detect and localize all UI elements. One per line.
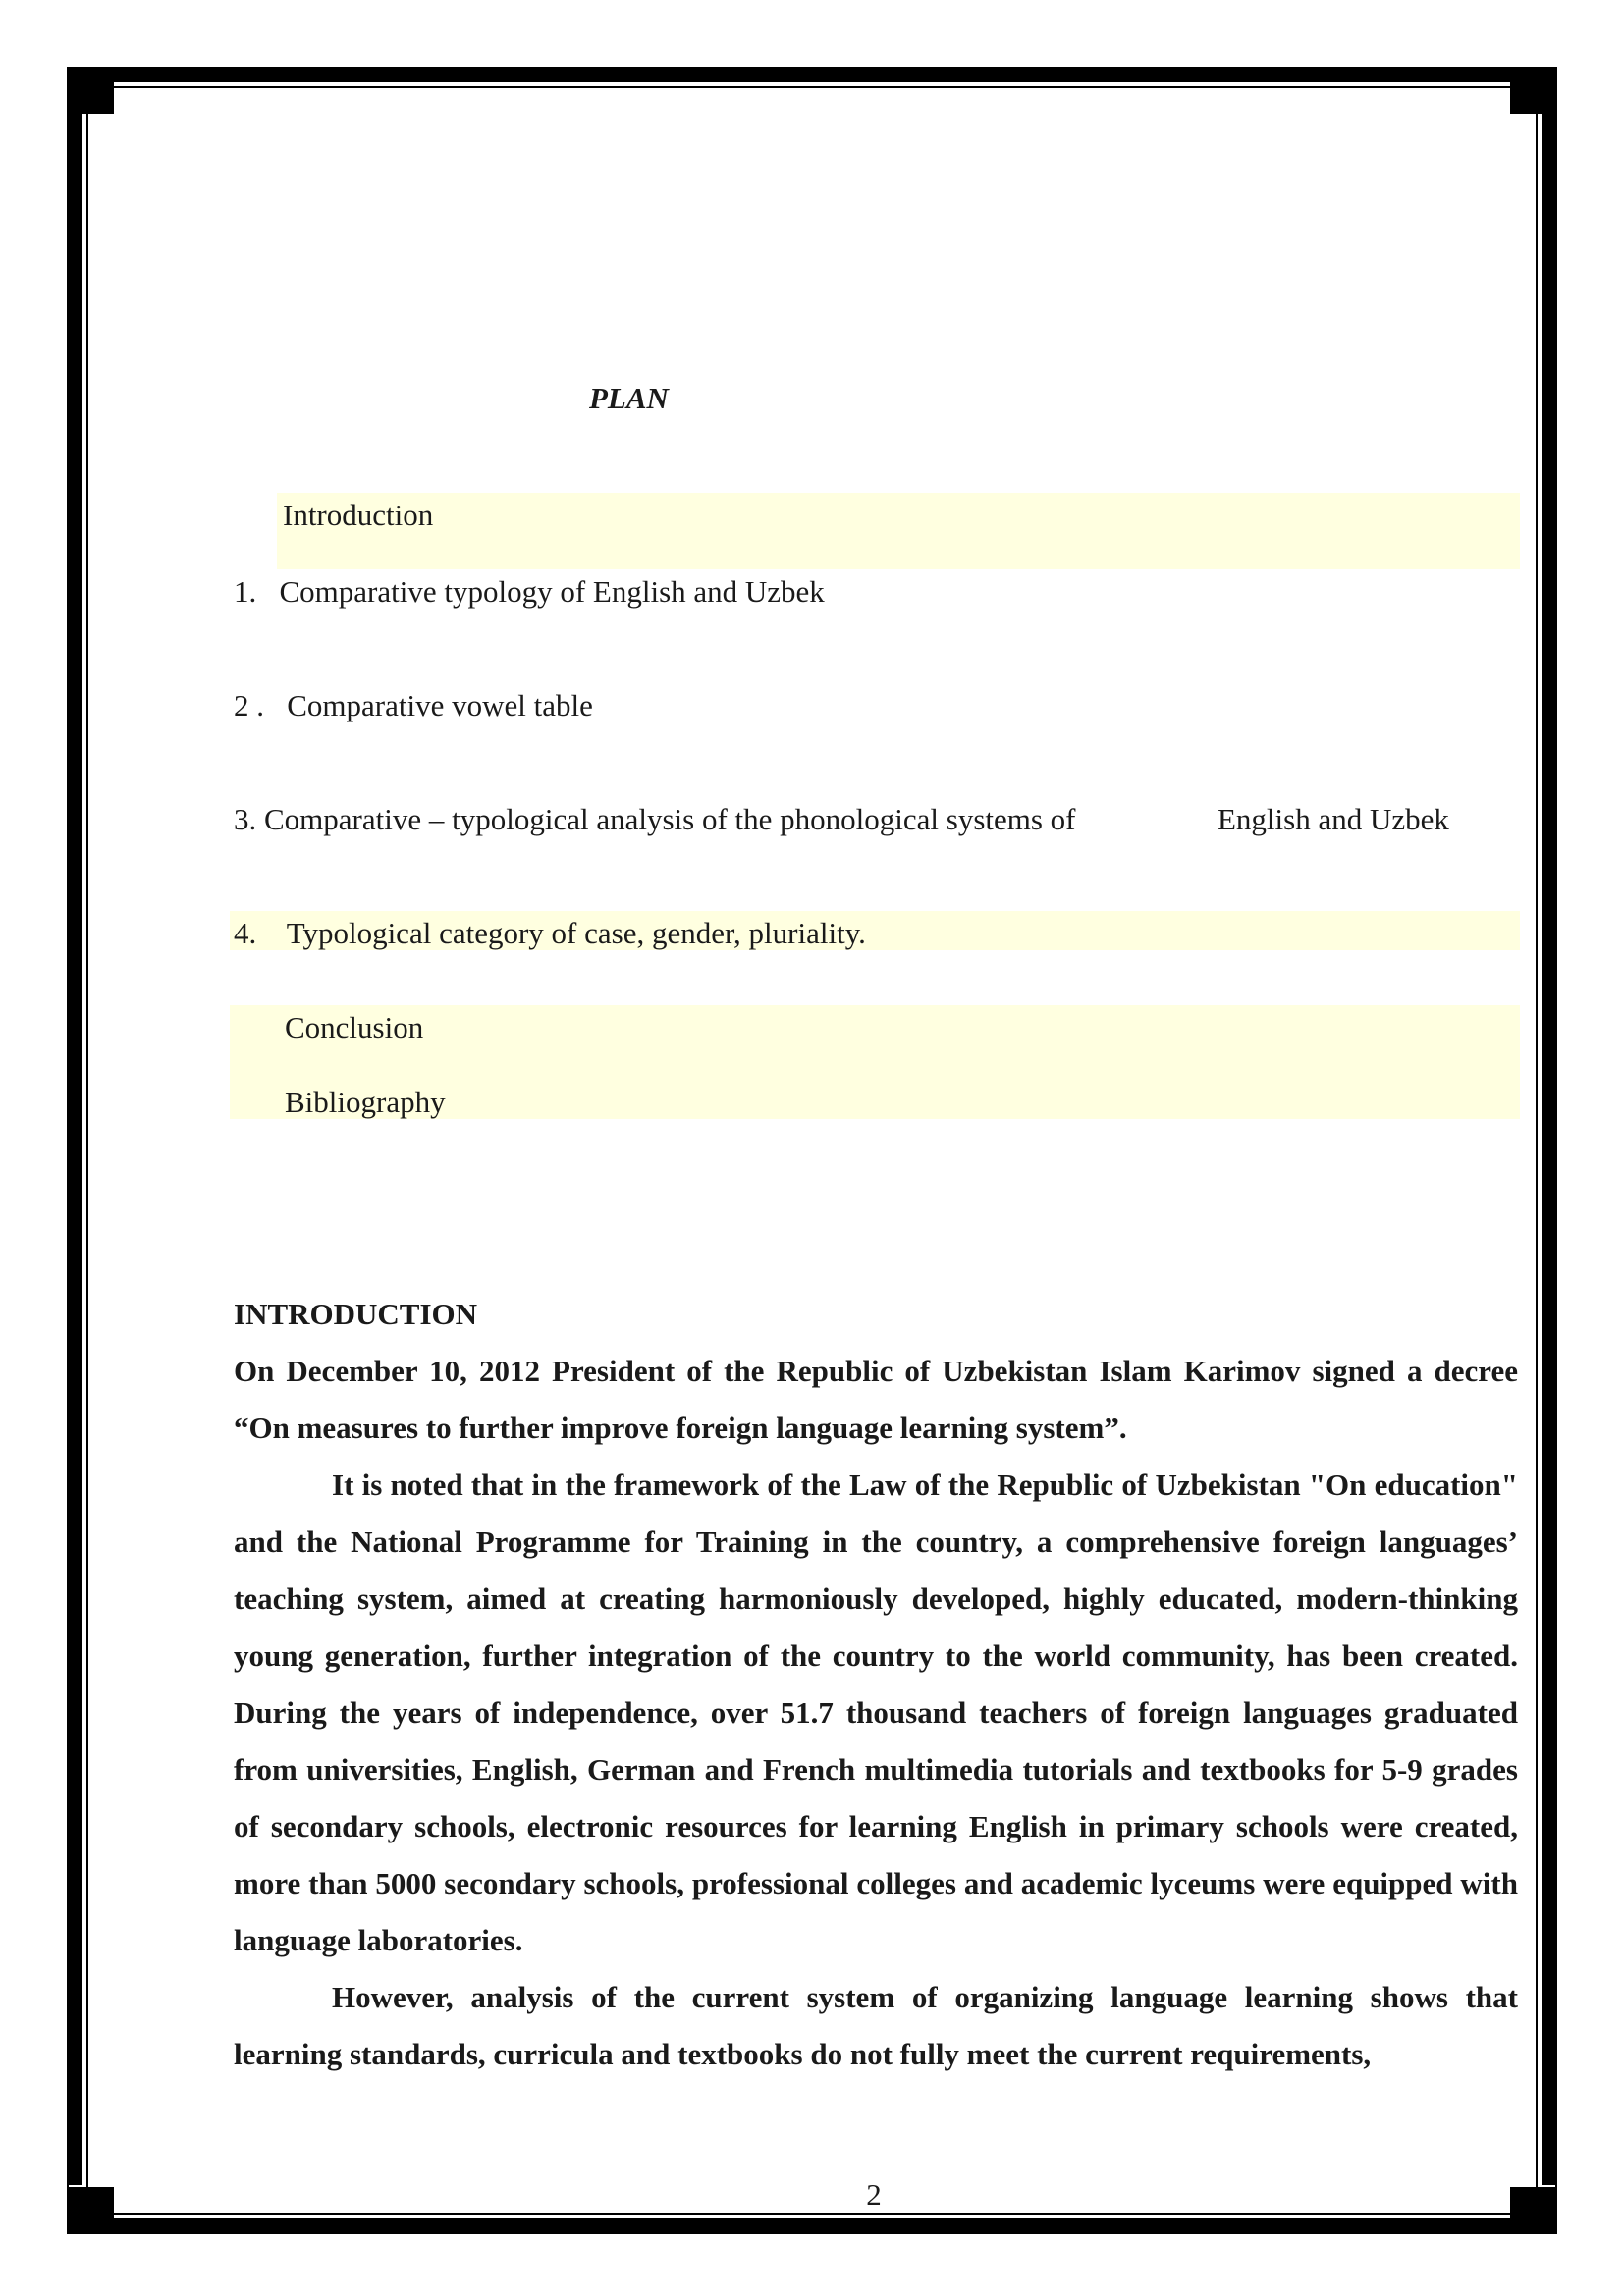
- introduction-section: [234, 1286, 1518, 2083]
- page-border-left-bar: [67, 114, 82, 2185]
- plan-item-2: 2 . Comparative vowel table: [234, 688, 593, 722]
- plan-item-3: 3. Comparative – typological analysis of the phonological systems of: [234, 802, 1076, 836]
- introduction-paragraph-3: However, analysis of the current system of organizing language learning shows that learning standards, curricula and textbooks do not fully meet the current requirements,: [234, 1980, 1518, 2071]
- plan-item-1: 1. Comparative typology of English and Uzbek: [234, 574, 825, 609]
- border-corner-bottom-left: [67, 2187, 114, 2234]
- page-border-bottom-bar: [114, 2218, 1510, 2234]
- page-number: 2: [866, 2177, 882, 2212]
- plan-item-3-continuation: English and Uzbek: [1218, 802, 1449, 836]
- plan-item-conclusion: Conclusion: [285, 1010, 424, 1044]
- plan-item-bibliography: Bibliography: [285, 1085, 446, 1119]
- page-border-right-bar: [1542, 114, 1557, 2185]
- introduction-paragraph-1: On December 10, 2012 President of the Republic of Uzbekistan Islam Karimov signed a decree “On measures to further improve foreign language learning system”.: [234, 1354, 1518, 1445]
- introduction-heading: INTRODUCTION: [234, 1297, 478, 1331]
- page-border-top-bar: [114, 67, 1510, 82]
- plan-title: PLAN: [589, 381, 669, 415]
- introduction-paragraph-2: It is noted that in the framework of the Law of the Republic of Uzbekistan "On education" and the National Programme for Training in the country, a comprehensive foreign languages’ teaching system, aimed at creating harmoniously developed, highly educated, modern-thinking young generation, further integration of the country to the world community, has been created. During the years of independence, over 51.7 thousand teachers of foreign languages graduated from universities, English, German and French multimedia tutorials and textbooks for 5-9 grades of secondary schools, electronic resources for learning English in primary schools were created, more than 5000 secondary schools, professional colleges and academic lyceums were equipped with language laboratories.: [234, 1468, 1518, 1957]
- border-corner-top-left: [67, 67, 114, 114]
- plan-item-introduction: Introduction: [283, 498, 434, 532]
- border-corner-bottom-right: [1510, 2187, 1557, 2234]
- highlight-introduction: [277, 493, 1520, 569]
- plan-item-4: 4. Typological category of case, gender, pluriality.: [234, 916, 866, 950]
- border-corner-top-right: [1510, 67, 1557, 114]
